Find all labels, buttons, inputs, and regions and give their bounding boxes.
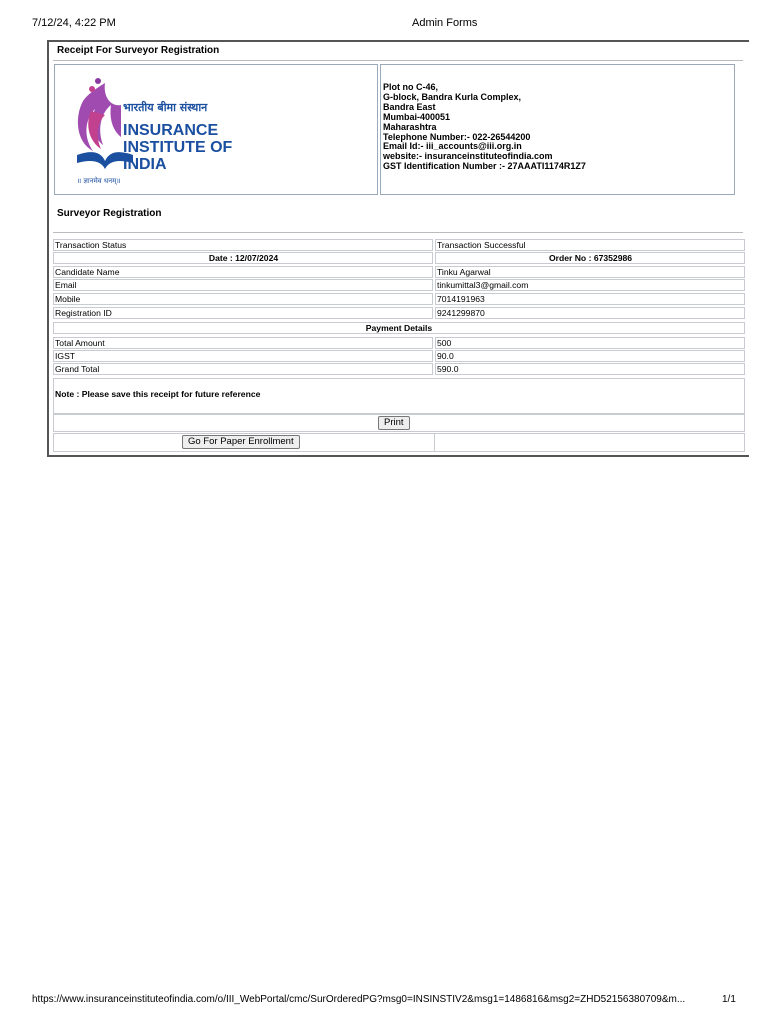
email-label: Email	[53, 279, 433, 291]
table-row	[53, 337, 743, 349]
address-line: G-block, Bandra Kurla Complex,	[383, 91, 522, 102]
receipt-frame	[47, 40, 749, 457]
email-value: tinkumittal3@gmail.com	[435, 279, 745, 291]
registration-id-value: 9241299870	[435, 307, 745, 319]
table-row	[53, 293, 743, 305]
section-title: Surveyor Registration	[57, 208, 162, 219]
grand-total-label: Grand Total	[53, 363, 433, 375]
table-row	[53, 363, 743, 375]
total-amount-value: 500	[435, 337, 745, 349]
transaction-status-label: Transaction Status	[53, 239, 433, 251]
logo-line3: INDIA	[123, 156, 167, 173]
total-amount-label: Total Amount	[53, 337, 433, 349]
table-row	[53, 279, 743, 291]
divider	[53, 60, 743, 61]
candidate-label: Candidate Name	[53, 266, 433, 278]
print-page-title: Admin Forms	[412, 17, 478, 29]
go-for-paper-enrollment-button[interactable]: Go For Paper Enrollment	[182, 435, 300, 449]
table-row	[53, 239, 743, 251]
mobile-value: 7014191963	[435, 293, 745, 305]
print-datetime: 7/12/24, 4:22 PM	[32, 17, 116, 29]
address-line: Email Id:- iii_accounts@iii.org.in	[383, 141, 522, 152]
logo-hindi: भारतीय बीमा संस्थान	[123, 101, 208, 114]
flame-dot	[95, 78, 101, 84]
empty-cell	[435, 433, 745, 452]
print-button[interactable]: Print	[378, 416, 410, 430]
transaction-status-value: Transaction Successful	[435, 239, 745, 251]
address-box	[380, 64, 735, 195]
note-box	[53, 378, 745, 414]
logo-box	[54, 64, 378, 195]
enroll-row	[53, 433, 435, 452]
candidate-value: Tinku Agarwal	[435, 266, 745, 278]
print-page-number: 1/1	[722, 994, 736, 1005]
order-number: Order No : 67352986	[435, 252, 745, 264]
table-row	[53, 266, 743, 278]
table-row	[53, 322, 743, 334]
date-value: Date : 12/07/2024	[53, 252, 433, 264]
flame-dot	[89, 86, 95, 92]
receipt-title: Receipt For Surveyor Registration	[57, 45, 220, 56]
logo-line1: INSURANCE	[123, 122, 219, 139]
payment-details-heading: Payment Details	[53, 322, 745, 334]
flame-inner	[88, 111, 105, 149]
table-row	[53, 307, 743, 319]
address-line: Maharashtra	[383, 121, 437, 132]
mobile-label: Mobile	[53, 293, 433, 305]
address-line: Mumbai-400051	[383, 111, 451, 122]
address-line: Telephone Number:- 022-26544200	[383, 131, 531, 142]
address-block	[383, 83, 586, 172]
address-line: Plot no C-46,	[383, 82, 439, 92]
divider	[53, 232, 743, 233]
iii-logo	[65, 71, 235, 191]
registration-id-label: Registration ID	[53, 307, 433, 319]
address-line: website:- insuranceinstituteofindia.com	[383, 151, 553, 162]
address-line: GST Identification Number :- 27AAATI1174R1Z7	[383, 161, 586, 172]
igst-label: IGST	[53, 350, 433, 362]
igst-value: 90.0	[435, 350, 745, 362]
table-row	[53, 252, 743, 264]
grand-total-value: 590.0	[435, 363, 745, 375]
logo-line2: INSTITUTE OF	[123, 139, 233, 156]
print-row	[53, 414, 745, 432]
table-row	[53, 350, 743, 362]
address-line: Bandra East	[383, 101, 436, 112]
note-text: Note : Please save this receipt for future reference	[55, 389, 261, 399]
logo-motto: ॥ ज्ञानमेव धनम्॥	[77, 177, 121, 185]
print-url: https://www.insuranceinstituteofindia.com/o/III_WebPortal/cmc/SurOrderedPG?msg0=INSINSTIV2&msg1=1486816&msg2=ZHD52156380709&m...	[32, 994, 686, 1005]
